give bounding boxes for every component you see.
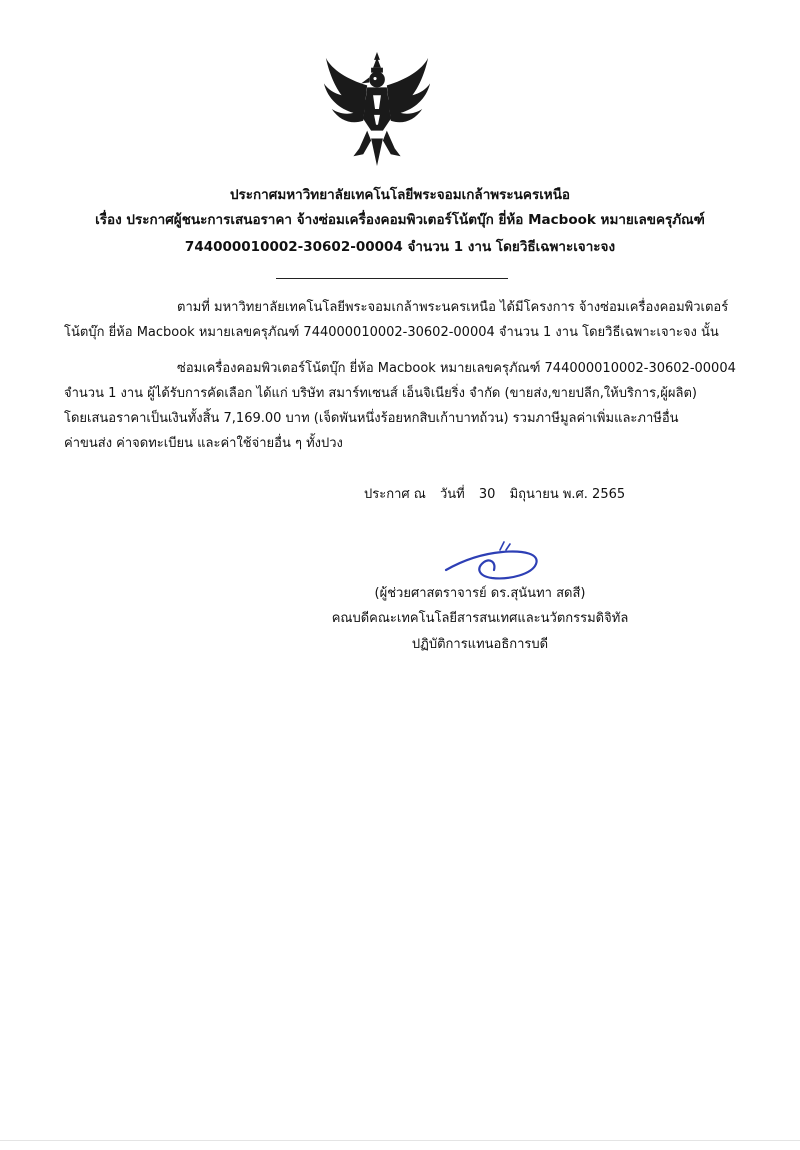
signer-position: คณบดีคณะเทคโนโลยีสารสนเทศและนวัตกรรมดิจิทัล xyxy=(331,611,629,626)
page-edge xyxy=(0,1140,800,1141)
body-paragraph-1-line-2: โน้ตบุ๊ก ยี่ห้อ Macbook หมายเลขครุภัณฑ์ 744000010002-30602-00004 จำนวน 1 งาน โดยวิธีเฉพาะเจาะจง นั้น xyxy=(64,325,719,340)
announced-at-label: ประกาศ ณ xyxy=(364,487,426,502)
body-paragraph-2-line-1: ซ่อมเครื่องคอมพิวเตอร์โน้ตบุ๊ก ยี่ห้อ Macbook หมายเลขครุภัณฑ์ 744000010002-30602-00004 xyxy=(177,361,736,376)
announcement-subject-cont: 744000010002-30602-00004 จำนวน 1 งาน โดยวิธีเฉพาะเจาะจง xyxy=(184,239,616,255)
signer-name: (ผู้ช่วยศาสตราจารย์ ดร.สุนันทา สดสี) xyxy=(374,586,586,601)
body-paragraph-2-line-2: จำนวน 1 งาน ผู้ได้รับการคัดเลือก ได้แก่ บริษัท สมาร์ทเซนส์ เอ็นจิเนียริ่ง จำกัด (ขายส่ง,ขายปลีก,ให้บริการ,ผู้ผลิต) xyxy=(64,386,697,401)
day-value: 30 xyxy=(478,487,496,502)
garuda-emblem xyxy=(318,50,436,168)
announcement-date xyxy=(364,483,635,504)
signer-acting-role: ปฏิบัติการแทนอธิการบดี xyxy=(411,637,549,652)
announcement-subject: เรื่อง ประกาศผู้ชนะการเสนอราคา จ้างซ่อมเครื่องคอมพิวเตอร์โน้ตบุ๊ก ยี่ห้อ Macbook หมายเลขครุภัณฑ์ xyxy=(95,212,705,228)
body-paragraph-1-line-1: ตามที่ มหาวิทยาลัยเทคโนโลยีพระจอมเกล้าพระนครเหนือ ได้มีโครงการ จ้างซ่อมเครื่องคอมพิวเตอร์ xyxy=(177,300,729,315)
day-label: วันที่ xyxy=(439,487,465,502)
divider xyxy=(276,278,508,279)
month-year: มิถุนายน พ.ศ. 2565 xyxy=(509,487,626,502)
announcement-heading: ประกาศมหาวิทยาลัยเทคโนโลยีพระจอมเกล้าพระนครเหนือ xyxy=(229,187,571,203)
handwritten-signature xyxy=(440,540,550,588)
body-paragraph-2-line-3: โดยเสนอราคาเป็นเงินทั้งสิ้น 7,169.00 บาท (เจ็ดพันหนึ่งร้อยหกสิบเก้าบาทถ้วน) รวมภาษีมูลค่าเพิ่มและภาษีอื่น xyxy=(64,411,679,426)
body-paragraph-2-line-4: ค่าขนส่ง ค่าจดทะเบียน และค่าใช้จ่ายอื่น ๆ ทั้งปวง xyxy=(64,436,343,451)
